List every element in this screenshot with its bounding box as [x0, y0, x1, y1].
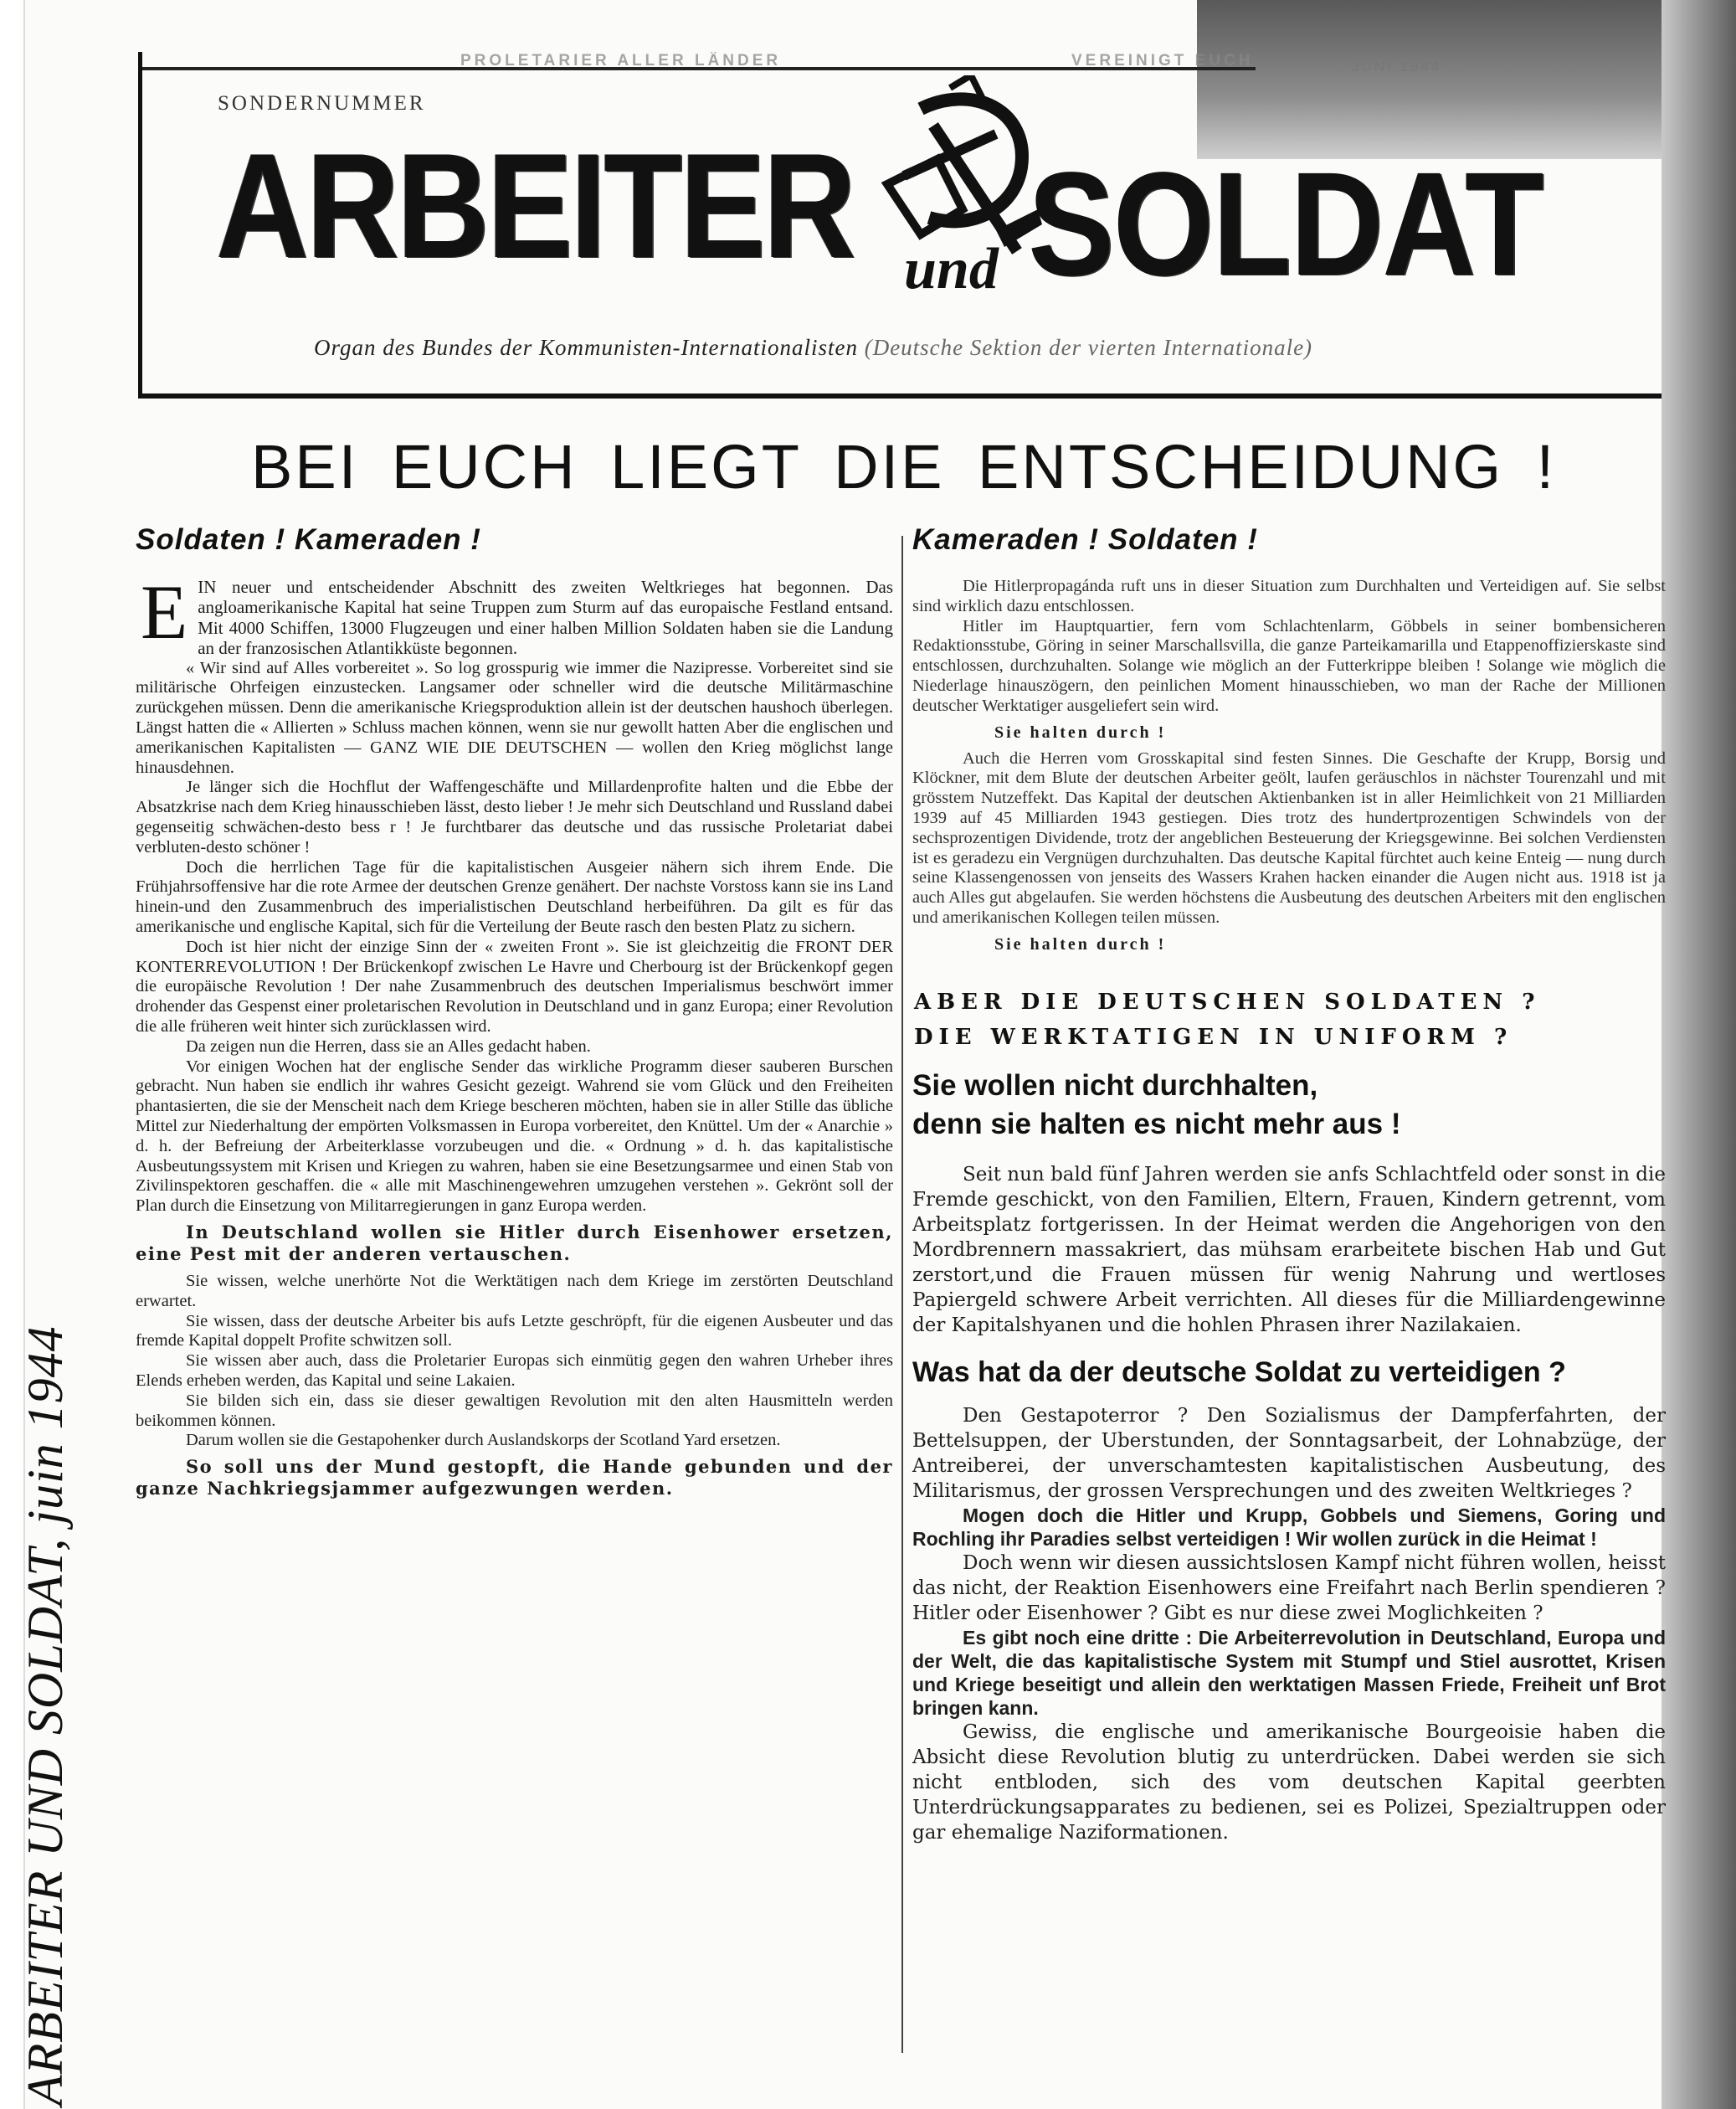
organ-subtitle-main: Organ des Bundes der Kommunisten-Internationalisten [314, 335, 858, 360]
paragraph: Die Hitlerpropagánda ruft uns in dieser Situation zum Durchhalten und Verteidigen auf. Sie selbst sind wirklich dazu entschlossen. [912, 577, 1666, 615]
masthead-motto-left: PROLETARIER ALLER LÄNDER [460, 52, 782, 69]
paragraph: Vor einigen Wochen hat der englische Sender das wirkliche Programm dieser sauberen Burschen gebracht. Nun haben sie endlich ihr wahres Gesicht gezeigt. Wahrend sie vom Glück und den Freiheiten phantasierten, die sie der Menscheit nach dem Kriege bescheren möchten, haben sie in aller Stille das übliche Mittel zur Niederhaltung der empörten Volksmassen in Europa vorbereitet, den Knüttel. Um der « Anarchie » d. h. der Befreiung der Arbeiterklasse vorzubeugen und die. « Ordnung » d. h. das kapitalistische Ausbeutungssystem mit Krisen und Kriegen zu wahren, haben sie eine Besetzungsarmee und einen Stab von Zivilinspektoren geschaffen. die « alle mit Maschinengewehren umzugehen verstehen ». Gekrönt soll der Plan durch die Einsetzung von Militarregierungen in ganz Europa werden. [136, 1057, 893, 1216]
paragraph: Seit nun bald fünf Jahren werden sie anfs Schlachtfeld oder sonst in die Fremde geschickt, von den Familien, Eltern, Frauen, Kindern getrennt, vom Arbeitsplatz fortgerissen. In der Heimat werden die Angehorigen von den Mordbrennern massakriert, das mühsam erarbeitete bischen Hab und Gut zerstort,und die Frauen müssen für wenig Nahrung und wertloses Papiergeld schwere Arbeit verrichten. All dieses für die Milliardengewinne der Kapitalshyanen und die hohlen Phrasen ihrer Nazilakaien. [912, 1163, 1666, 1336]
wide-subheading-line: DIE WERKTATIGEN IN UNIFORM ? [914, 1024, 1513, 1050]
paragraph: Doch wenn wir diesen aussichtslosen Kampf nicht führen wollen, heisst das nicht, der Reaktion Eisenhowers eine Freifahrt nach Berlin spendieren ? Hitler oder Eisenhower ? Gibt es nur diese zwei Moglichkeiten ? [912, 1551, 1666, 1624]
title-arbeiter: ARBEITER [216, 122, 854, 289]
paragraph: Gewiss, die englische und amerikanische Bourgeoisie haben die Absicht diese Revolution blutig zu unterdrücken. Dabei werden sie sich nicht entbloden, sich des vom deutschen Kapital geerbten Unterdrückungsapparates zu bedienen, sei es Polizei, Spezialtruppen oder gar ehemalige Naziformationen. [912, 1721, 1666, 1844]
paragraph: Sie wissen aber auch, dass die Proletarier Europas sich einmütig gegen den wahren Urheber ihres Elends erheben werden, das Kapital und seine Lakaien. [136, 1351, 893, 1390]
subheading-line: Sie wollen nicht durchhalten, [912, 1068, 1318, 1102]
subheading [912, 1067, 1666, 1144]
paragraph: Es gibt noch eine dritte : Die Arbeiterrevolution in Deutschland, Europa und der Welt, die das kapitalistische System mit Stumpf und Stiel ausrottet, Krisen und Kriege beseitigt und allein den werktatigen Massen Friede, Freiheit unf Brot bringen kann. [912, 1626, 1666, 1719]
masthead-date: JUNI 1944 [1352, 59, 1442, 75]
paragraph: Je länger sich die Hochflut der Waffengeschäfte und Millardenprofite halten und die Ebbe der Absatzkrise nach dem Krieg hinausschieben lässt, desto lieber ! Je mehr sich Deutschland und Russland dabei gegenseitig schwächen-desto bess r ! Je furchtbarer das deutsche und das russische Proletariat dabei verbluten-desto schöner ! [136, 778, 893, 856]
subheading: Was hat da der deutsche Soldat zu verteidigen ? [912, 1355, 1566, 1388]
paragraph: IN neuer und entscheidender Abschnitt des zweiten Weltkrieges hat begonnen. Das angloamerikanische Kapital hat seine Truppen zum Sturm auf das europaische Festland entsand. Mit 4000 Schiffen, 13000 Flugzeugen und einer halben Million Soldaten haben sie die Landung an der franzosischen Atlantikküste begonnen. [198, 577, 893, 659]
main-headline: BEI EUCH LIEGT DIE ENTSCHEIDUNG ! [251, 432, 1557, 502]
organ-subtitle-section: (Deutsche Sektion der vierten Internationale) [864, 335, 1313, 360]
refrain-line: Sie halten durch ! [994, 934, 1167, 954]
left-column-heading: Soldaten ! Kameraden ! [136, 523, 481, 556]
dropcap-letter: E [141, 569, 188, 655]
emphasis-paragraph: In Deutschland wollen sie Hitler durch Eisenhower ersetzen, eine Pest mit der anderen vertauschen. [136, 1221, 893, 1264]
refrain-line: Sie halten durch ! [994, 723, 1167, 742]
paragraph: Sie bilden sich ein, dass sie dieser gewaltigen Revolution mit den alten Hausmitteln werden beikommen können. [136, 1391, 893, 1430]
paragraph: Sie wissen, welche unerhörte Not die Werktätigen nach dem Kriege im zerstörten Deutschland erwartet. [136, 1271, 893, 1310]
emphasis-paragraph: So soll uns der Mund gestopft, die Hande gebunden und der ganze Nachkriegsjammer aufgezwungen werden. [136, 1456, 893, 1499]
opening-paragraph [136, 569, 893, 659]
paragraph: Auch die Herren vom Grosskapital sind festen Sinnes. Die Geschafte der Krupp, Borsig und Klöckner, mit dem Blute der deutschen Arbeiter geölt, laufen geräuschlos in nächster Tourenzahl und mit grösstem Nutzeffekt. Das Kapital der deutschen Aktienbanken ist in aller Heimlichkeit von 21 Milliarden 1939 auf 45 Milliarden 1943 gestiegen. Dies trotz des hundertprozentigen Schwindels von der sechsprozentigen Dividende, trotz der angeblichen Besteuerung der Kriegsgewinne. Bei solchen Verdiensten ist es geradezu ein Vergnügen durchzuhalten. Das deutsche Kapital fürchtet auch keine Enteig — nung durch seine Klassengenossen von jenseits des Wassers Krahen hacken einander die Augen nicht aus. 1918 ist ja auch Alles gut abgelaufen. Sie werden höchstens die Ausbeutung des deutschen Arbeiters mit den englischen und amerikanischen Kollegen teilen müssen. [912, 748, 1666, 927]
paragraph: Sie wissen, dass der deutsche Arbeiter bis aufs Letzte geschröpft, für die eigenen Ausbeuter und das fremde Kapital doppelt Profite schwitzen soll. [136, 1311, 893, 1350]
scan-shadow-right [1662, 0, 1736, 2109]
title-soldat: SOLDAT [1028, 142, 1543, 306]
vertical-caption: ARBEITER UND SOLDAT, juin 1944 [18, 1325, 73, 2106]
special-edition-label: SONDERNUMMER [218, 92, 426, 115]
paragraph: Darum wollen sie die Gestapohenker durch Auslandskorps der Scotland Yard ersetzen. [186, 1431, 781, 1450]
organ-subtitle [314, 335, 1620, 361]
masthead [138, 52, 1662, 399]
paragraph: Doch ist hier nicht der einzige Sinn der « zweiten Front ». Sie ist gleichzeitig die FRONT DER KONTERREVOLUTION ! Der Brückenkopf zwischen Le Havre und Cherbourg ist der Brückenkopf gegen die europäische Revolution ! Der nahe Zusammenbruch des deutschen Imperialismus beschwört immer drohender das Gespenst einer proletarischen Revolution in Deutschland und in ganz Europa; einer Revolution die alle früheren weit hinter sich zurücklassen wird. [136, 937, 893, 1036]
wide-subheading-line: ABER DIE DEUTSCHEN SOLDATEN ? [914, 989, 1541, 1015]
subheading-line: denn sie halten es nicht mehr aus ! [912, 1107, 1401, 1140]
right-column-heading: Kameraden ! Soldaten ! [912, 523, 1258, 556]
paragraph: Den Gestapoterror ? Den Sozialismus der Dampferfahrten, der Bettelsuppen, der Uberstunden, der Sonntagsarbeit, der Lohnabzüge, der Antreiberei, der unverschamtesten kapitalistischen Ausbeutung, des Militarismus, der grossen Versprechungen und des zweiten Weltkrieges ? [912, 1404, 1666, 1502]
masthead-motto-right: VEREINIGT EUCH [1071, 52, 1254, 69]
column-divider [901, 536, 903, 2053]
title-und: und [904, 237, 999, 301]
paragraph: Da zeigen nun die Herren, dass sie an Alles gedacht haben. [186, 1036, 591, 1056]
paragraph: Hitler im Hauptquartier, fern vom Schlachtenlarm, Göbbels in seiner bombensicheren Redaktionsstube, Göring in seiner Marschallsvilla, die ganze Parteikamarilla und Etappenoffizierskaste sind entschlossen, durchzuhalten. Solange wie möglich an der Futterkrippe bleiben ! Solange wie möglich die Niederlage hinauszögern, den peinlichen Moment hinausschieben, wo man der Rache der Millionen deutscher Werktatiger ausgeliefert sein wird. [912, 616, 1666, 715]
paragraph: Doch die herrlichen Tage für die kapitalistischen Ausgeier nähern sich ihrem Ende. Die Frühjahrsoffensive har die rote Armee der deutschen Grenze genähert. Der nachste Vorstoss kann sie ins Land hinein-und den Zusammenbruch des imperialistischen Deutschland herbeiführen. Da gilt es für das amerikanische und englische Kapital, sich für die Verteilung der Beute rasch den besten Platz zu sichern. [136, 857, 893, 936]
right-column [912, 523, 1666, 1845]
paragraph: « Wir sind auf Alles vorbereitet ». So log grosspurig wie immer die Nazipresse. Vorbereitet sind sie militärische Ohrfeigen einzustecken. Langsamer oder schneller wird die deutsche Militärmaschine zurückgehen müssen. Denn die amerikanische Kriegsproduktion allein ist der deutschen haushoch überlegen. Längst hatten die « Allierten » Schluss machen können, wenn sie nur gewollt hatten Aber die englischen und amerikanischen Kapitalisten — GANZ WIE DIE DEUTSCHEN — wollen den Krieg möglichst lange hinausdehnen. [136, 658, 893, 777]
left-column [136, 523, 893, 1506]
wide-subheading [914, 985, 1666, 1055]
paragraph: Mogen doch die Hitler und Krupp, Gobbels und Siemens, Goring und Rochling ihr Paradies selbst verteidigen ! Wir wollen zurück in die Heimat ! [912, 1504, 1666, 1550]
